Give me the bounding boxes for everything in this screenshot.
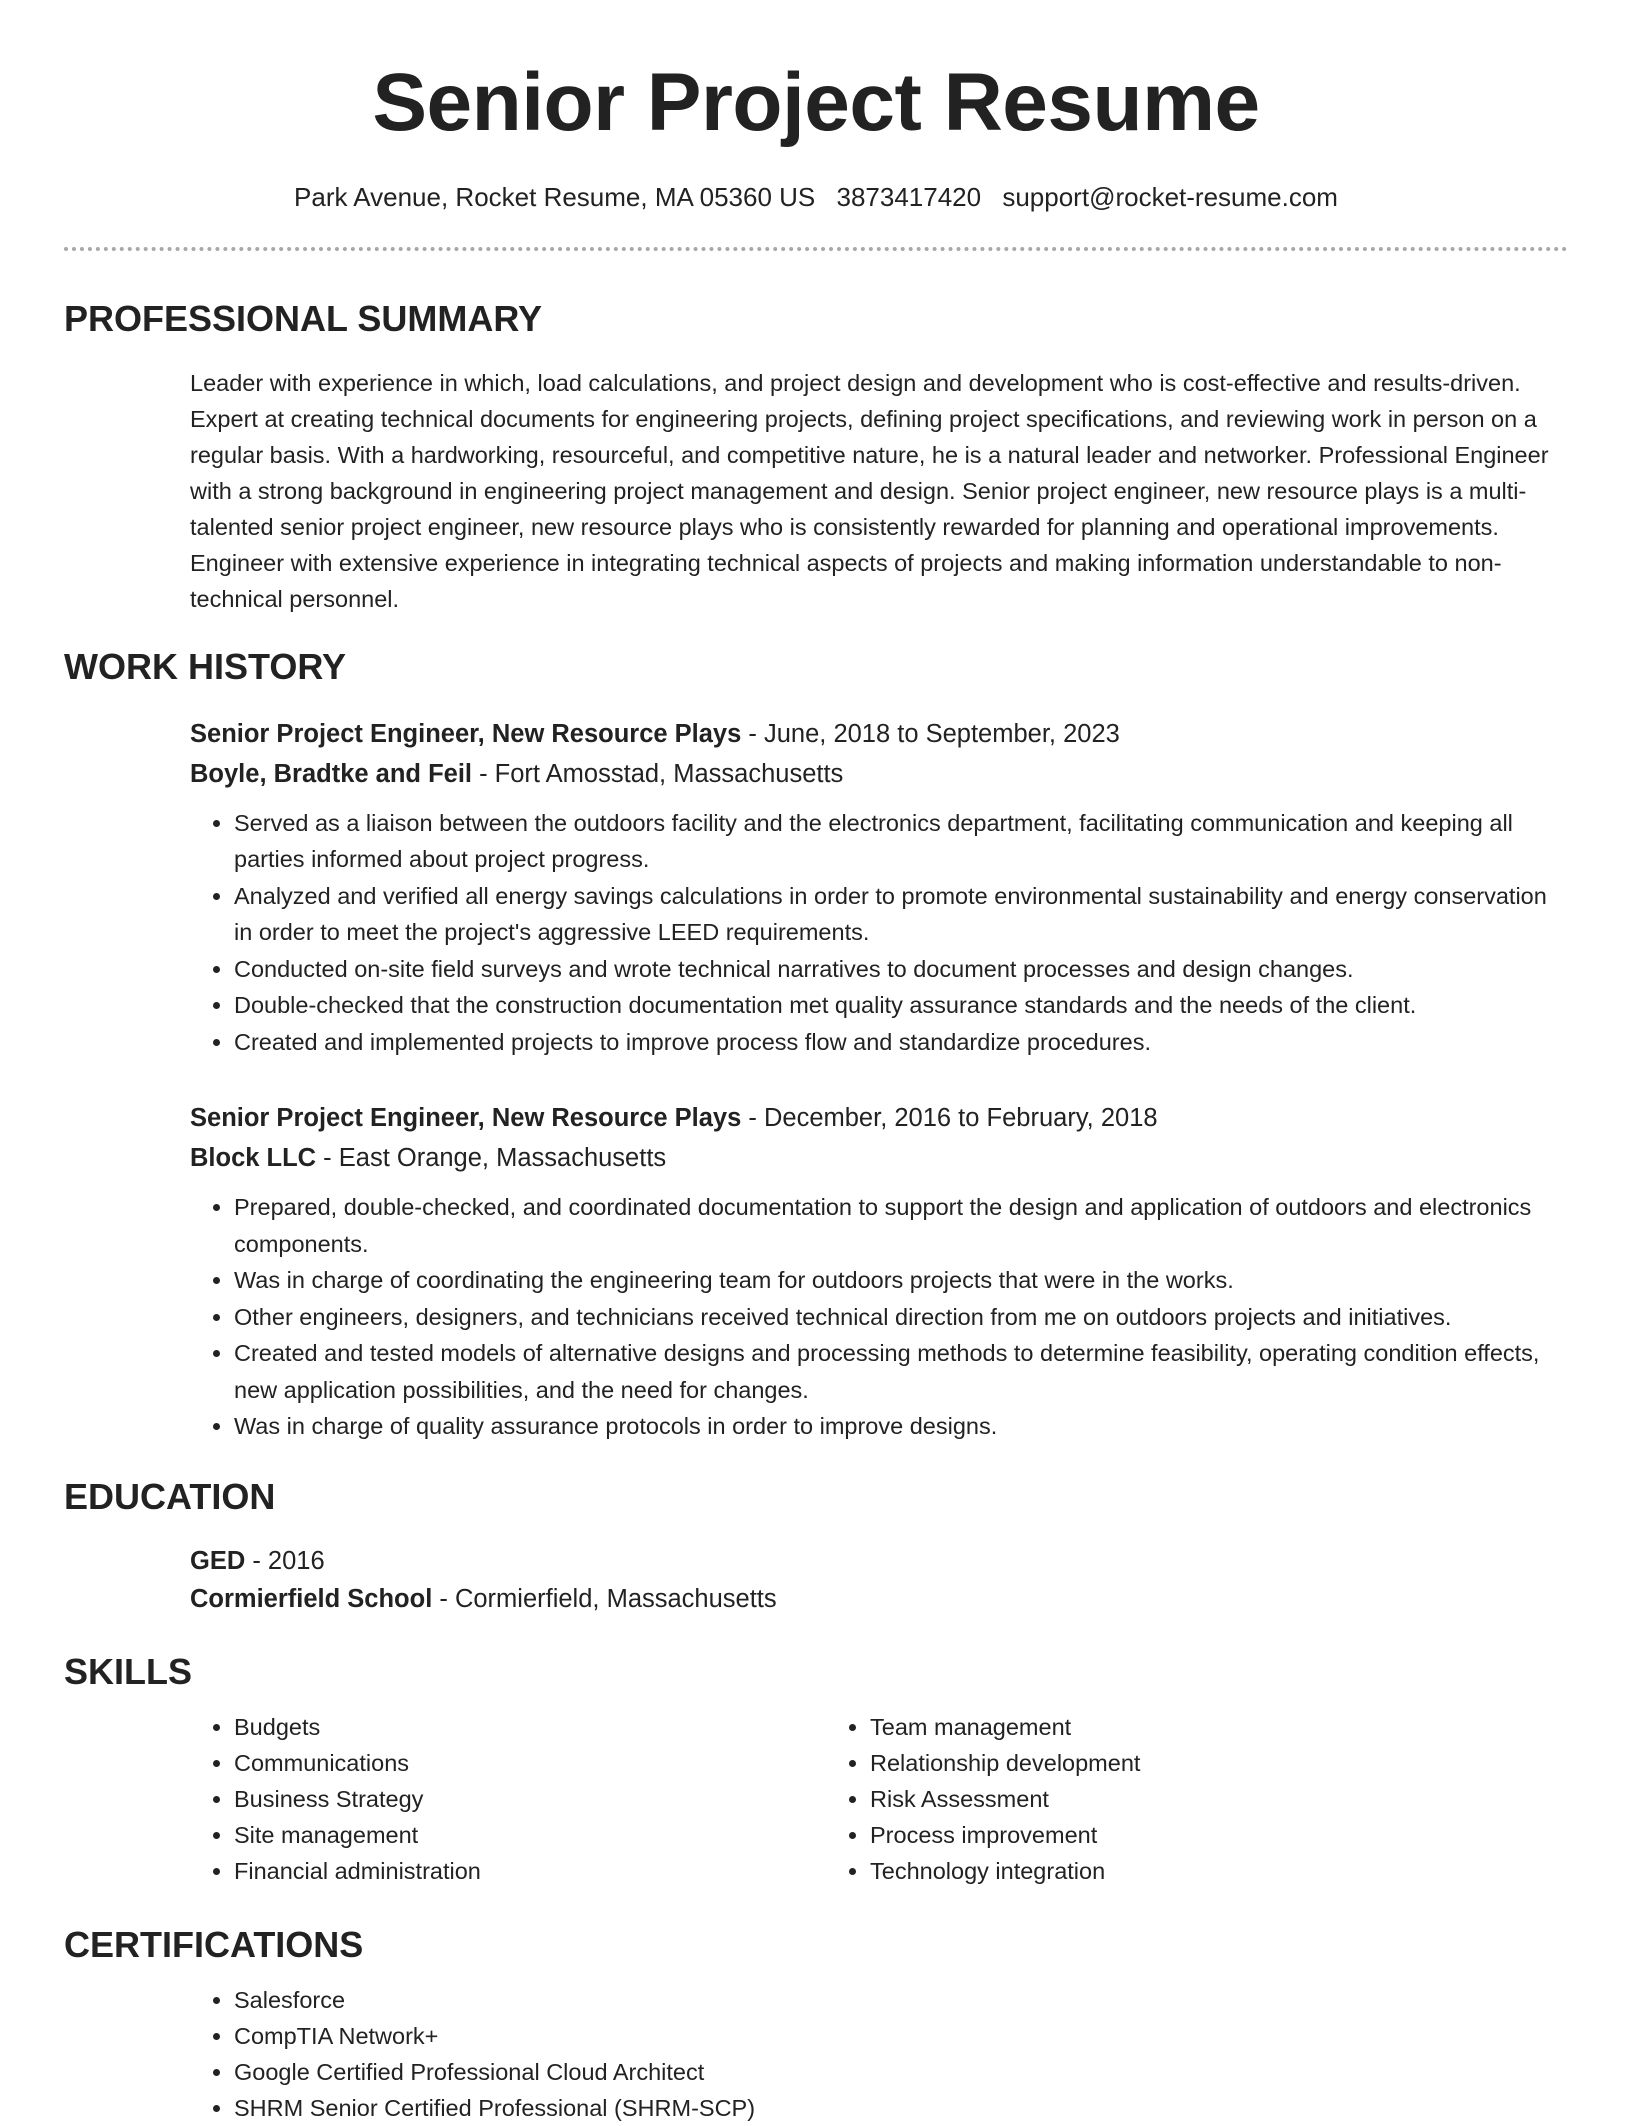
job-entry xyxy=(64,714,1568,1061)
skill-item: • Communications xyxy=(234,1745,826,1781)
skill-item: • Risk Assessment xyxy=(870,1781,1426,1817)
job-company: Boyle, Bradtke and Feil xyxy=(190,759,472,788)
job-bullet: • Created and implemented projects to improve process flow and standardize procedures. xyxy=(234,1024,1568,1061)
summary-heading: PROFESSIONAL SUMMARY xyxy=(64,298,543,340)
job-location: - Fort Amosstad, Massachusetts xyxy=(472,759,844,788)
certifications-body xyxy=(64,1982,1568,2126)
job-location: - East Orange, Massachusetts xyxy=(316,1144,667,1173)
education-year: - 2016 xyxy=(245,1547,325,1576)
contact-phone: 3873417420 xyxy=(836,182,982,213)
skill-item: • Relationship development xyxy=(870,1745,1426,1781)
education-degree-line xyxy=(190,1542,1568,1580)
job-dates: - June, 2018 to September, 2023 xyxy=(741,719,1120,748)
job-role: Senior Project Engineer, New Resource Plays xyxy=(190,719,742,748)
job-bullet: • Analyzed and verified all energy savings calculations in order to promote environmental sustainability and energy conservation in order to meet the project's aggressive LEED requirements. xyxy=(234,878,1568,951)
education-school: Cormierfield School xyxy=(190,1585,433,1614)
education-degree: GED xyxy=(190,1547,246,1576)
skills-body xyxy=(64,1709,1568,1889)
education-school-line xyxy=(190,1580,1568,1618)
contact-email: support@rocket-resume.com xyxy=(1002,182,1338,213)
skill-item: • Site management xyxy=(234,1817,826,1853)
certification-item: • Salesforce xyxy=(234,1982,1568,2018)
job-company-line xyxy=(190,1138,1568,1178)
skills-columns xyxy=(190,1709,1568,1889)
education-heading: EDUCATION xyxy=(64,1475,276,1517)
certification-item: • CompTIA Network+ xyxy=(234,2018,1568,2054)
job-company-line xyxy=(190,754,1568,794)
job-bullet: • Created and tested models of alternative designs and processing methods to determine feasibility, operating condition effects, new application possibilities, and the need for changes. xyxy=(234,1335,1568,1408)
skills-heading: SKILLS xyxy=(64,1651,193,1693)
summary-text: Leader with experience in which, load calculations, and project design and development who is cost-effective and results-driven. Expert at creating technical documents for engineering projects, defining project specifications, and reviewing work in person on a regular basis. With a hardworking, resourceful, and competitive nature, he is a natural leader and networker. Professional Engineer with a strong background in engineering project management and design. Senior project engineer, new resource plays is a multi-talented senior project engineer, new resource plays who is consistently rewarded for planning and operational improvements. Engineer with extensive experience in integrating technical aspects of projects and making information understandable to non-technical personnel. xyxy=(190,369,1549,612)
job-bullet: • Served as a liaison between the outdoors facility and the electronics department, facilitating communication and keeping all parties informed about project progress. xyxy=(234,805,1568,878)
skills-list-left xyxy=(190,1709,826,1889)
job-role: Senior Project Engineer, New Resource Plays xyxy=(190,1104,742,1133)
skill-item: • Financial administration xyxy=(234,1853,826,1889)
job-title-line xyxy=(190,714,1568,754)
skill-item: • Process improvement xyxy=(870,1817,1426,1853)
resume-name: Senior Project Resume xyxy=(372,57,1260,148)
skills-list-right xyxy=(826,1709,1426,1889)
header-divider xyxy=(64,247,1568,251)
job-company: Block LLC xyxy=(190,1144,317,1173)
job-bullets xyxy=(190,1189,1568,1445)
job-dates: - December, 2016 to February, 2018 xyxy=(741,1104,1158,1133)
certification-item: • SHRM Senior Certified Professional (SHRM-SCP) xyxy=(234,2090,1568,2126)
job-bullet: • Was in charge of coordinating the engineering team for outdoors projects that were in the works. xyxy=(234,1262,1568,1299)
job-bullets xyxy=(190,805,1568,1061)
certification-item: • Google Certified Professional Cloud Architect xyxy=(234,2054,1568,2090)
skill-item: • Budgets xyxy=(234,1709,826,1745)
contact-line xyxy=(64,182,1568,213)
job-bullet: • Was in charge of quality assurance protocols in order to improve designs. xyxy=(234,1408,1568,1445)
job-title-line xyxy=(190,1098,1568,1138)
certifications-list xyxy=(190,1982,1568,2126)
job-bullet: • Prepared, double-checked, and coordinated documentation to support the design and application of outdoors and electronics components. xyxy=(234,1189,1568,1262)
job-bullet: • Conducted on-site field surveys and wrote technical narratives to document processes and design changes. xyxy=(234,951,1568,988)
skill-item: • Technology integration xyxy=(870,1853,1426,1889)
certifications-heading: CERTIFICATIONS xyxy=(64,1924,364,1966)
job-bullet: • Double-checked that the construction documentation met quality assurance standards and the needs of the client. xyxy=(234,987,1568,1024)
work-history-heading: WORK HISTORY xyxy=(64,645,347,687)
education-location: - Cormierfield, Massachusetts xyxy=(432,1585,777,1614)
resume-header xyxy=(64,0,1568,251)
job-entry xyxy=(64,1098,1568,1445)
skill-item: • Business Strategy xyxy=(234,1781,826,1817)
education-entry xyxy=(64,1542,1568,1618)
job-bullet: • Other engineers, designers, and technicians received technical direction from me on outdoors projects and initiatives. xyxy=(234,1299,1568,1336)
skill-item: • Team management xyxy=(870,1709,1426,1745)
contact-address: Park Avenue, Rocket Resume, MA 05360 US xyxy=(294,182,816,213)
